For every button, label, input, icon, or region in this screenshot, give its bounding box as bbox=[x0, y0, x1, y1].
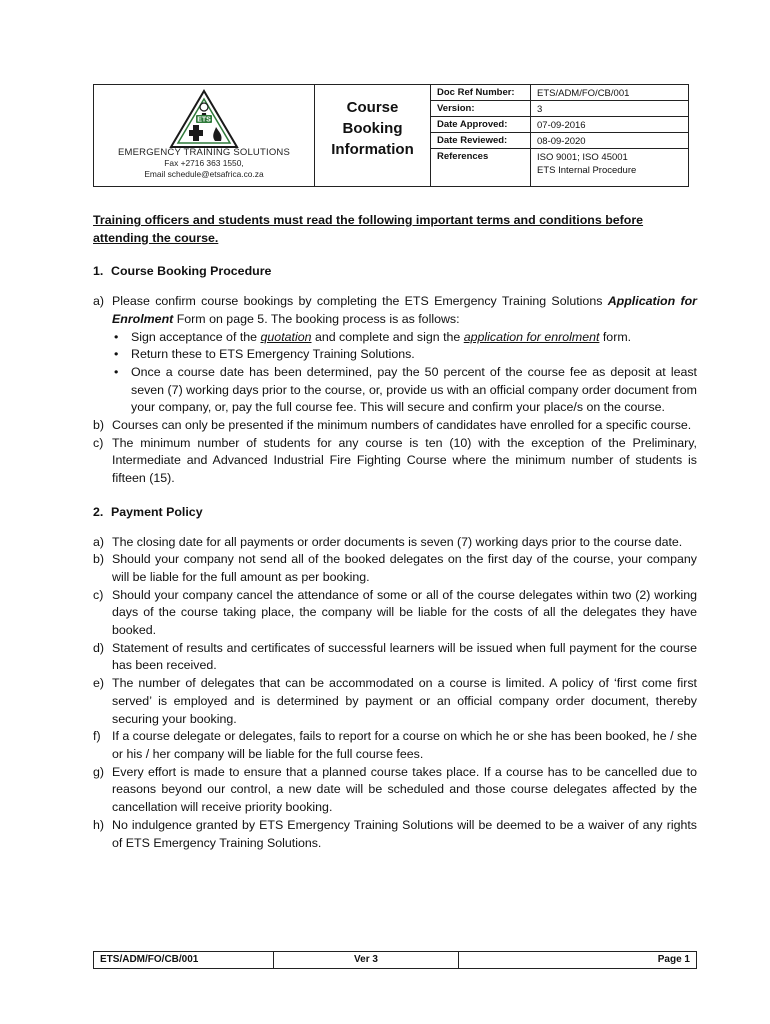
bullet-icon: • bbox=[114, 347, 119, 362]
company-logo-cell bbox=[94, 85, 315, 186]
bullet-text: and complete and sign the bbox=[311, 329, 464, 344]
meta-row-date-reviewed bbox=[431, 133, 688, 149]
bullet-text: Return these to ETS Emergency Training Solutions. bbox=[131, 347, 415, 362]
bullet-text: Once a course date has been determined, pay the 50 percent of the course fee as deposit at least seven (7) working days prior to the course, or, provide us with an official company order document from your company, or, pay the full course fee. This will secure and confirm your place/s on the course. bbox=[131, 364, 697, 415]
booking-steps-list bbox=[112, 329, 697, 418]
meta-reference-procedure: ETS Internal Procedure bbox=[537, 165, 637, 176]
bullet-item bbox=[114, 329, 697, 347]
list-item-label: h) bbox=[93, 817, 105, 832]
list-item-label: a) bbox=[93, 294, 105, 309]
list-item-label: b) bbox=[93, 552, 105, 567]
list-item-text: Please confirm course bookings by completing the ETS Emergency Training Solutions bbox=[112, 294, 608, 309]
list-item bbox=[93, 675, 697, 728]
list-item-label: d) bbox=[93, 640, 105, 655]
document-body bbox=[93, 212, 697, 868]
meta-row-doc-ref bbox=[431, 85, 688, 101]
list-item bbox=[93, 417, 697, 435]
list-item bbox=[93, 728, 697, 763]
list-item bbox=[93, 587, 697, 640]
booking-procedure-list bbox=[93, 293, 697, 488]
list-item-text: Should your company cancel the attendance of some or all of the course delegates within two (2) working days of the course taking place, the company will be liable for the costs of all the delegates they have booked. bbox=[112, 587, 697, 638]
meta-row-date-approved bbox=[431, 117, 688, 133]
list-item-text: If a course delegate or delegates, fails to report for a course on which he or she has been booked, he / she or his / her company will be liable for the full course fees. bbox=[112, 729, 697, 761]
list-item bbox=[93, 764, 697, 817]
list-item-text: The number of delegates that can be accommodated on a course is limited. A policy of ‘first come first served’ is employed and is determined by payment or an official company order document, thereby securing your booking. bbox=[112, 676, 697, 726]
payment-policy-list bbox=[93, 534, 697, 853]
list-item-label: e) bbox=[93, 676, 105, 691]
list-item-text: Courses can only be presented if the minimum numbers of candidates have enrolled for a specific course. bbox=[112, 418, 692, 433]
document-title-line-1: Course bbox=[346, 99, 399, 116]
bullet-item bbox=[114, 364, 697, 417]
list-item-text: No indulgence granted by ETS Emergency Training Solutions will be deemed to be a waiver of any rights of ETS Emergency Training Solutions. bbox=[112, 817, 697, 850]
list-item-label: a) bbox=[93, 534, 105, 549]
meta-row-version bbox=[431, 101, 688, 117]
list-item bbox=[93, 640, 697, 675]
list-item-text: Statement of results and certificates of successful learners will be issued when full payment for the course has been received. bbox=[112, 640, 697, 673]
section-heading-payment bbox=[93, 504, 697, 522]
logo-badge-text: ETS bbox=[197, 116, 211, 124]
section-title: Payment Policy bbox=[111, 504, 203, 519]
quotation-term: quotation bbox=[260, 329, 312, 344]
list-item-text: Should your company not send all of the booked delegates on the first day of the course, your company will be liable for the full amount as per booking. bbox=[112, 552, 697, 584]
list-item bbox=[93, 435, 697, 488]
section-title: Course Booking Procedure bbox=[111, 264, 272, 279]
list-item bbox=[93, 534, 697, 552]
meta-row-references bbox=[431, 149, 688, 186]
bullet-icon: • bbox=[114, 364, 119, 379]
contact-email: Email schedule@etsafrica.co.za bbox=[144, 169, 264, 179]
meta-reference-standards: ISO 9001; ISO 45001 bbox=[537, 152, 628, 163]
document-title-cell bbox=[315, 85, 431, 186]
bullet-item bbox=[114, 346, 697, 364]
list-item-label: c) bbox=[93, 587, 104, 602]
meta-value: ETS/ADM/FO/CB/001 bbox=[537, 88, 630, 99]
footer-doc-ref: ETS/ADM/FO/CB/001 bbox=[94, 952, 274, 968]
document-title-line-2: Booking bbox=[342, 120, 403, 137]
application-form-name: Application for Enrolment bbox=[112, 294, 698, 326]
meta-key: Version: bbox=[431, 101, 531, 116]
footer-version: Ver 3 bbox=[274, 952, 459, 968]
meta-key: Date Reviewed: bbox=[431, 133, 531, 148]
logo-company-name: EMERGENCY TRAINING SOLUTIONS bbox=[117, 147, 291, 158]
section-number: 1. bbox=[93, 264, 104, 279]
meta-key: Date Approved: bbox=[431, 117, 531, 132]
list-item-label: c) bbox=[93, 435, 104, 450]
list-item bbox=[93, 293, 697, 417]
list-item-label: b) bbox=[93, 418, 105, 433]
document-meta-table bbox=[431, 85, 688, 186]
meta-value bbox=[531, 149, 688, 186]
list-item bbox=[93, 551, 697, 586]
document-title-line-3: Information bbox=[331, 141, 414, 158]
footer-page-number: Page 1 bbox=[657, 954, 690, 965]
meta-value: 08-09-2020 bbox=[537, 136, 586, 147]
bullet-text: Sign acceptance of the bbox=[131, 329, 261, 344]
meta-value: 07-09-2016 bbox=[537, 120, 586, 131]
list-item-text: The minimum number of students for any course is ten (10) with the exception of the Preliminary, Intermediate and Advanced Industrial Fire Fighting Course where the minimum number of students is fifteen (15). bbox=[112, 435, 697, 486]
fax-number: Fax +2716 363 1550, bbox=[164, 158, 244, 168]
document-footer bbox=[93, 951, 697, 969]
list-item-label: f) bbox=[93, 729, 101, 744]
meta-key: Doc Ref Number: bbox=[431, 85, 531, 100]
list-item-text: Every effort is made to ensure that a planned course takes place. If a course has to be cancelled due to reasons beyond our control, a new date will be scheduled and those course delegates affected by the cancellation will receive priority booking. bbox=[112, 764, 697, 815]
intro-notice: Training officers and students must read the following important terms and conditions before attending the course. bbox=[93, 213, 644, 245]
meta-key: References bbox=[431, 149, 531, 186]
list-item bbox=[93, 817, 697, 852]
bullet-icon: • bbox=[114, 329, 119, 344]
document-header-table bbox=[93, 84, 689, 187]
list-item-text: The closing date for all payments or order documents is seven (7) working days prior to the course date. bbox=[112, 534, 683, 549]
meta-value: 3 bbox=[537, 104, 543, 115]
section-number: 2. bbox=[93, 504, 104, 519]
list-item-label: g) bbox=[93, 764, 105, 779]
list-item-text: Form on page 5. The booking process is as follows: bbox=[173, 311, 460, 326]
section-heading-booking bbox=[93, 263, 697, 281]
ets-logo-icon bbox=[169, 89, 239, 149]
bullet-text: form. bbox=[599, 329, 632, 344]
enrolment-term: application for enrolment bbox=[463, 329, 600, 344]
